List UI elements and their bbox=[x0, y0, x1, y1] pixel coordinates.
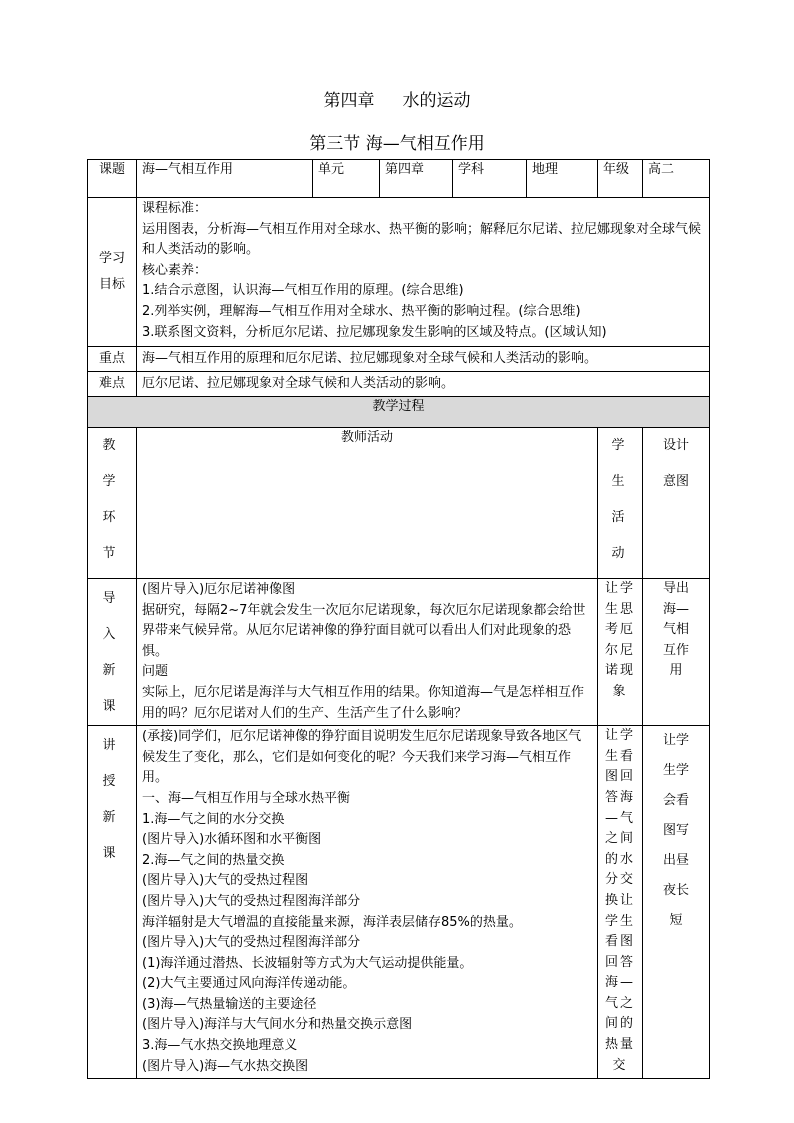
lecture-content bbox=[137, 726, 598, 1079]
intro-line: 问题 bbox=[142, 664, 169, 680]
subject-value: 地理 bbox=[527, 160, 598, 198]
intro-line: 实际上，厄尔尼诺是海洋与大气相互作用的结果。你知道海—气是怎样相互作用的吗？厄尔尼诺对人们的生产、生活产生了什么影响？ bbox=[142, 684, 585, 721]
chapter-name: 水的运动 bbox=[402, 91, 471, 111]
col-student-header bbox=[598, 428, 643, 579]
difficulties-row bbox=[88, 372, 710, 397]
key-points-row bbox=[88, 347, 710, 372]
lecture-line: (图片导入)大气的受热过程图海洋部分 bbox=[142, 935, 361, 951]
difficulties-text: 厄尔尼诺、拉尼娜现象对全球气候和人类活动的影响。 bbox=[137, 372, 710, 397]
info-row bbox=[88, 160, 710, 198]
lecture-line: 1.海—气之间的水分交换 bbox=[142, 811, 285, 827]
objectives-line: 2.列举实例，理解海—气相互作用对全球水、热平衡的影响过程。(综合思维) bbox=[142, 303, 581, 319]
objectives-line: 运用图表，分析海—气相互作用对全球水、热平衡的影响；解释厄尔尼诺、拉尼娜现象对全球气候和人类活动的影响。 bbox=[142, 221, 702, 258]
objectives-line: 课程标准： bbox=[142, 201, 208, 216]
objectives-label-text: 学习目标 bbox=[98, 251, 125, 292]
intro-design-text: 导出海—气相互作用 bbox=[662, 581, 689, 679]
subject-label: 学科 bbox=[453, 160, 527, 198]
lecture-line: (图片导入)海洋与大气间水分和热量交换示意图 bbox=[142, 1017, 413, 1033]
objectives-row bbox=[88, 198, 710, 347]
process-title-row bbox=[88, 397, 710, 428]
key-points-label: 重点 bbox=[88, 347, 137, 372]
col-design-header bbox=[643, 428, 710, 579]
intro-stage bbox=[88, 579, 137, 726]
key-points-text: 海—气相互作用的原理和厄尔尼诺、拉尼娜现象对全球气候和人类活动的影响。 bbox=[137, 347, 710, 372]
lecture-design bbox=[643, 726, 710, 1079]
intro-line: (图片导入)厄尔尼诺神像图 bbox=[142, 582, 296, 597]
chapter-number: 第四章 bbox=[323, 91, 375, 111]
intro-line: 据研究，每隔2~7年就会发生一次厄尔尼诺现象，每次厄尔尼诺现象都会给世界带来气候异常。从厄尔尼诺神像的狰狞面目就可以看出人们对此现象的恐惧。 bbox=[142, 602, 586, 659]
process-header-row bbox=[88, 428, 710, 579]
section-title: 第三节 海—气相互作用 bbox=[309, 134, 485, 154]
lecture-stage bbox=[88, 726, 137, 1079]
lecture-line: (图片导入)大气的受热过程图 bbox=[142, 873, 309, 889]
intro-student-activity bbox=[598, 579, 643, 726]
lecture-line: 一、海—气相互作用与全球水热平衡 bbox=[142, 790, 351, 806]
lecture-student-activity bbox=[598, 726, 643, 1079]
objectives-line: 核心素养： bbox=[142, 262, 208, 278]
objectives-content bbox=[137, 198, 710, 347]
objectives-line: 3.联系图文资料，分析厄尔尼诺、拉尼娜现象发生影响的区域及特点。(区域认知) bbox=[142, 324, 607, 340]
lecture-line: (2)大气主要通过风向海洋传递动能。 bbox=[142, 976, 356, 992]
col-stage-header bbox=[88, 428, 137, 579]
intro-stage-text: 导入新课 bbox=[102, 591, 122, 714]
intro-design bbox=[643, 579, 710, 726]
intro-content bbox=[137, 579, 598, 726]
topic-label: 课题 bbox=[88, 160, 137, 198]
col-student-text: 学生活动 bbox=[611, 438, 629, 561]
col-stage-text: 教学环节 bbox=[102, 438, 122, 561]
lecture-line: (1)海洋通过潜热、长波辐射等方式为大气运动提供能量。 bbox=[142, 955, 473, 971]
lecture-line: (图片导入)大气的受热过程图海洋部分 bbox=[142, 893, 361, 909]
difficulties-label: 难点 bbox=[88, 372, 137, 397]
lecture-student-text: 让学生看图回答海—气之间的水分交换让学生看图回答海—气之间的热量交 bbox=[604, 728, 635, 1073]
grade-label: 年级 bbox=[598, 160, 643, 198]
grade-value: 高二 bbox=[643, 160, 710, 198]
col-teacher-header: 教师活动 bbox=[137, 428, 598, 579]
topic-value: 海—气相互作用 bbox=[137, 160, 313, 198]
objectives-line: 1.结合示意图，认识海—气相互作用的原理。(综合思维) bbox=[142, 283, 464, 299]
lecture-line: (图片导入)水循环图和水平衡图 bbox=[142, 832, 322, 848]
intro-student-text: 让学生思考厄尔尼诺现象 bbox=[604, 581, 635, 699]
lecture-line: 3.海—气水热交换地理意义 bbox=[142, 1038, 298, 1054]
lecture-design-text: 让学生学会看图写出昼夜长短 bbox=[662, 733, 689, 929]
lecture-line: 海洋辐射是大气增温的直接能量来源，海洋表层储存85%的热量。 bbox=[142, 914, 522, 930]
unit-label: 单元 bbox=[313, 160, 380, 198]
chapter-title bbox=[0, 86, 794, 111]
lecture-row bbox=[88, 726, 710, 1079]
lecture-line: 2.海—气之间的热量交换 bbox=[142, 852, 285, 868]
objectives-label bbox=[88, 198, 137, 347]
lesson-plan-table bbox=[87, 159, 710, 1079]
process-title: 教学过程 bbox=[88, 397, 710, 428]
lecture-stage-text: 讲授新课 bbox=[102, 738, 122, 862]
unit-value: 第四章 bbox=[380, 160, 453, 198]
col-design-text: 设计意图 bbox=[662, 438, 689, 489]
intro-row bbox=[88, 579, 710, 726]
lecture-line: (承接)同学们，厄尔尼诺神像的狰狞面目说明发生厄尔尼诺现象导致各地区气候发生了变化，那么，它们是如何变化的呢？今天我们来学习海—气相互作用。 bbox=[142, 729, 582, 786]
lecture-line: (3)海—气热量输送的主要途径 bbox=[142, 996, 317, 1012]
lecture-line: (图片导入)海—气水热交换图 bbox=[142, 1058, 309, 1074]
